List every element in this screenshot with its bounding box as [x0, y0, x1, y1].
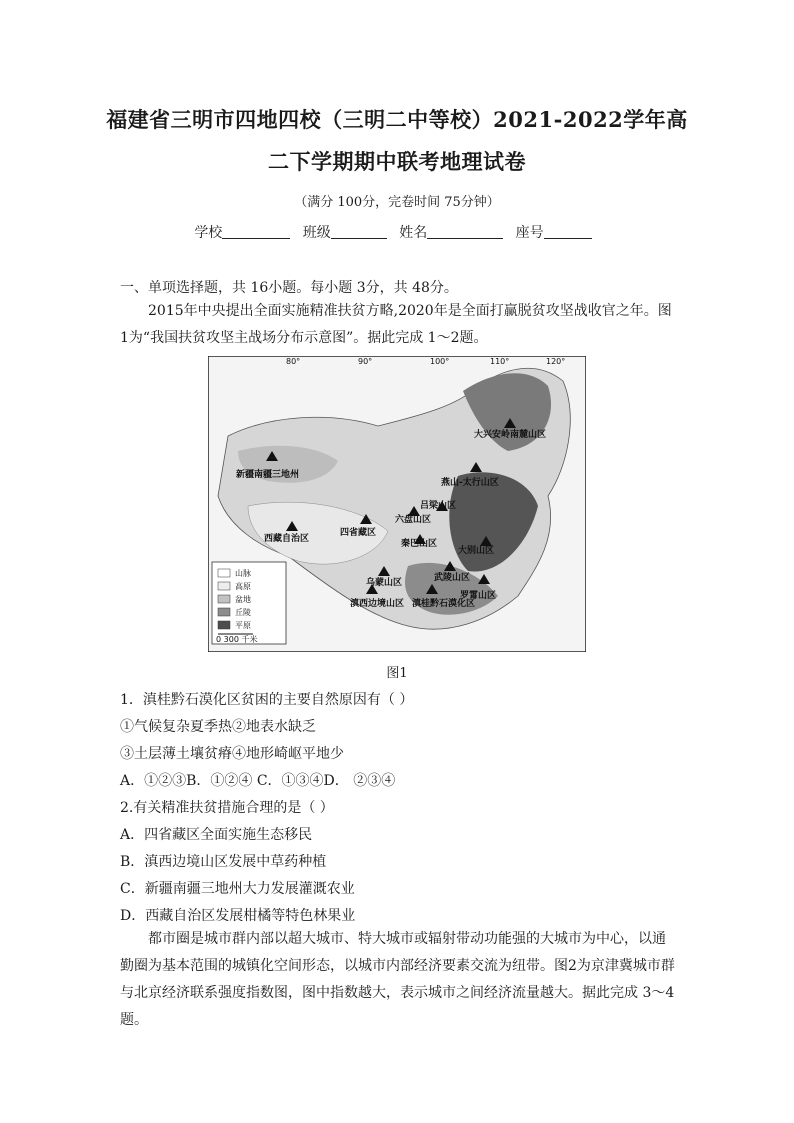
class-label: 班级 [302, 225, 331, 241]
meridian-label: 100° [430, 357, 450, 366]
region-label-daxinganling: 大兴安岭南麓山区 [474, 430, 547, 440]
figure-1-caption: 图1 [386, 666, 408, 681]
region-label-xinjiang: 新疆南疆三地州 [236, 470, 300, 480]
question-2-option-d: D．西藏自治区发展柑橘等特色林果业 [120, 908, 356, 924]
region-label-tibet: 西藏自治区 [264, 534, 310, 544]
legend-basin: 盆地 [235, 595, 251, 604]
region-label-sisheng-zangqu: 四省藏区 [340, 528, 377, 538]
region-label-dianxi: 滇西边境山区 [350, 599, 405, 609]
region-label-qinba: 秦巴山区 [401, 539, 438, 549]
question-2-option-b: B．滇西边境山区发展中草药种植 [120, 854, 327, 870]
meridian-label: 110° [490, 357, 510, 366]
class-blank[interactable] [331, 224, 387, 239]
meridian-label: 80° [286, 357, 301, 366]
question-1-choices: A．①②③B．①②④ C．①③④D． ②③④ [120, 773, 396, 789]
document-title-line-1: 福建省三明市四地四校（三明二中等校）2021-2022学年高 [106, 107, 688, 132]
question-1-stem: 1．滇桂黔石漠化区贫困的主要自然原因有（ ） [120, 692, 414, 708]
school-blank[interactable] [222, 224, 290, 239]
name-blank[interactable] [427, 224, 503, 239]
meridian-label: 120° [546, 357, 566, 366]
legend-plateau: 高原 [235, 582, 251, 591]
section-heading: 一、单项选择题，共 16小题。每小题 3分，共 48分。 [120, 280, 458, 296]
region-label-luoxiao: 罗霄山区 [460, 591, 497, 601]
region-label-liupan: 六盘山区 [395, 515, 432, 525]
intro-paragraph-1: 2015年中央提出全面实施精准扶贫方略,2020年是全面打赢脱贫攻坚战收官之年。图1为“我国扶贫攻坚主战场分布示意图”。据此完成 1～2题。 [120, 303, 672, 346]
question-2-stem: 2.有关精准扶贫措施合理的是（ ） [120, 800, 334, 816]
legend-plain: 平原 [235, 621, 251, 630]
region-label-dianguiqian: 滇桂黔石漠化区 [412, 599, 476, 609]
poverty-region-map [208, 356, 586, 652]
question-1-statements-1-2: ①气候复杂夏季热②地表水缺乏 [120, 719, 316, 735]
meridian-label: 90° [358, 357, 373, 366]
intro-paragraph-2: 都市圈是城市群内部以超大城市、特大城市或辐射带动功能强的大城市为中心，以通勤圈为基本范围的城镇化空间形态，以城市内部经济要素交流为纽带。图2为京津冀城市群与北京经济联系强度指数图，图中指数越大，表示城市之间经济流量越大。据此完成 3～4题。 [120, 931, 675, 1028]
region-label-wumeng: 乌蒙山区 [366, 578, 403, 588]
question-2-option-c: C．新疆南疆三地州大力发展灌溉农业 [120, 881, 355, 897]
region-label-wuling: 武陵山区 [434, 573, 471, 583]
region-label-yanshan-taihang: 燕山-太行山区 [441, 478, 499, 488]
exam-subtitle: （满分 100分，完卷时间 75分钟） [294, 195, 500, 210]
seat-label: 座号 [515, 225, 544, 241]
school-label: 学校 [194, 225, 223, 241]
question-1-statements-3-4: ③土层薄土壤贫瘠④地形崎岖平地少 [120, 746, 344, 762]
region-label-lvliang: 吕梁山区 [420, 501, 457, 511]
region-label-dabie: 大别山区 [458, 546, 495, 556]
map-scale: 0 300 千米 [216, 635, 258, 644]
document-title-line-2: 二下学期期中联考地理试卷 [268, 149, 526, 174]
student-info-row [0, 222, 794, 242]
name-label: 姓名 [399, 225, 428, 241]
seat-blank[interactable] [544, 224, 592, 239]
legend-hills: 丘陵 [235, 608, 251, 617]
legend-mountain: 山脉 [235, 569, 251, 578]
question-2-option-a: A．四省藏区全面实施生态移民 [120, 827, 313, 843]
